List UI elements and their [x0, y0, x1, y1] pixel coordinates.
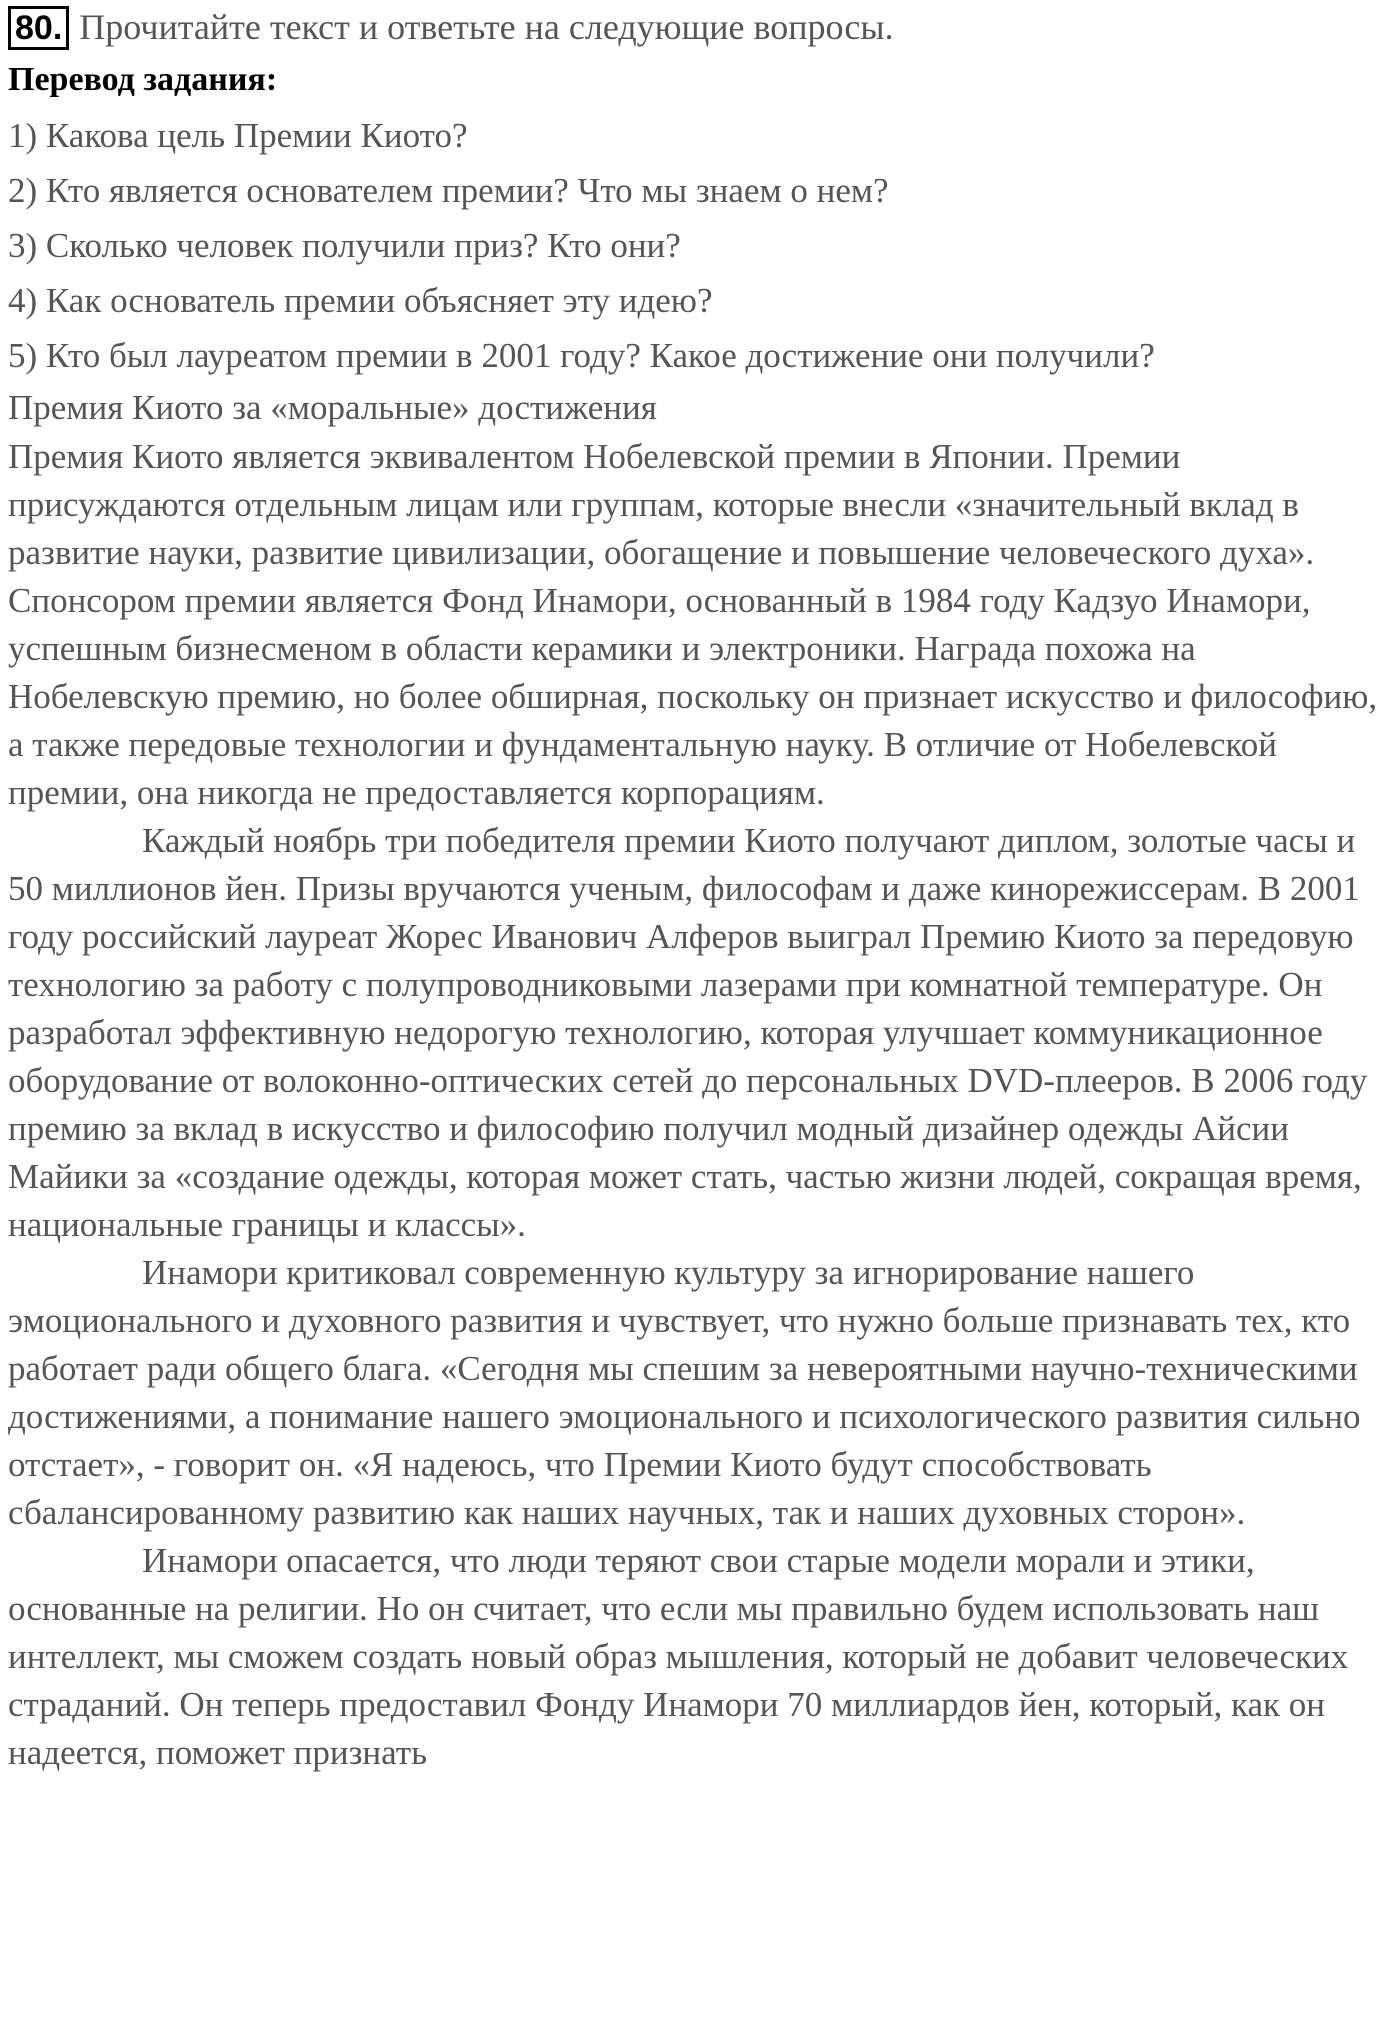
question-list	[8, 108, 1392, 383]
translation-heading: Перевод задания:	[8, 61, 278, 98]
article-title: Премия Киото за «моральные» достижения	[8, 388, 657, 427]
question-item: 2) Кто является основателем премии? Что мы знаем о нем?	[8, 171, 889, 210]
question-item: 3) Сколько человек получили приз? Кто они?	[8, 226, 681, 265]
task-number-badge: 80.	[8, 6, 69, 50]
task-header	[8, 0, 1392, 54]
article-body	[8, 433, 1392, 1777]
question-item: 4) Как основатель премии объясняет эту идею?	[8, 281, 713, 320]
document-page	[8, 0, 1392, 1777]
article-paragraph: Инамори опасается, что люди теряют свои старые модели морали и этики, основанные на религии. Но он считает, что если мы правильно будем использовать наш интеллект, мы сможем создать новый образ мышления, который не добавит человеческих страданий. Он теперь предоставил Фонду Инамори 70 миллиардов йен, который, как он надеется, поможет признать	[8, 1541, 1349, 1772]
task-instruction: Прочитайте текст и ответьте на следующие вопросы.	[79, 7, 894, 47]
article-paragraph: Каждый ноябрь три победителя премии Киото получают диплом, золотые часы и 50 миллионов йен. Призы вручаются ученым, философам и даже кинорежиссерам. В 2001 году российский лауреат Жорес Иванович Алферов выиграл Премию Киото за передовую технологию за работу с полупроводниковыми лазерами при комнатной температуре. Он разработал эффективную недорогую технологию, которая улучшает коммуникационное оборудование от волоконно-оптических сетей до персональных DVD-плееров. В 2006 году премию за вклад в искусство и философию получил модный дизайнер одежды Айсии Майики за «создание одежды, которая может стать, частью жизни людей, сокращая время, национальные границы и классы».	[8, 821, 1368, 1244]
question-item: 1) Какова цель Премии Киото?	[8, 116, 468, 155]
article-paragraph: Премия Киото является эквивалентом Нобелевской премии в Японии. Премии присуждаются отдельным лицам или группам, которые внесли «значительный вклад в развитие науки, развитие цивилизации, обогащение и повышение человеческого духа». Спонсором премии является Фонд Инамори, основанный в 1984 году Кадзуо Инамори, успешным бизнесменом в области керамики и электроники. Награда похожа на Нобелевскую премию, но более обширная, поскольку он признает искусство и философию, а также передовые технологии и фундаментальную науку. В отличие от Нобелевской премии, она никогда не предоставляется корпорациям.	[8, 437, 1378, 812]
article-paragraph: Инамори критиковал современную культуру за игнорирование нашего эмоционального и духовного развития и чувствует, что нужно больше признавать тех, кто работает ради общего блага. «Сегодня мы спешим за невероятными научно-техническими достижениями, а понимание нашего эмоционального и психологического развития сильно отстает», - говорит он. «Я надеюсь, что Премии Киото будут способствовать сбалансированному развитию как наших научных, так и наших духовных сторон».	[8, 1253, 1361, 1532]
question-item: 5) Кто был лауреатом премии в 2001 году? Какое достижение они получили?	[8, 336, 1155, 375]
